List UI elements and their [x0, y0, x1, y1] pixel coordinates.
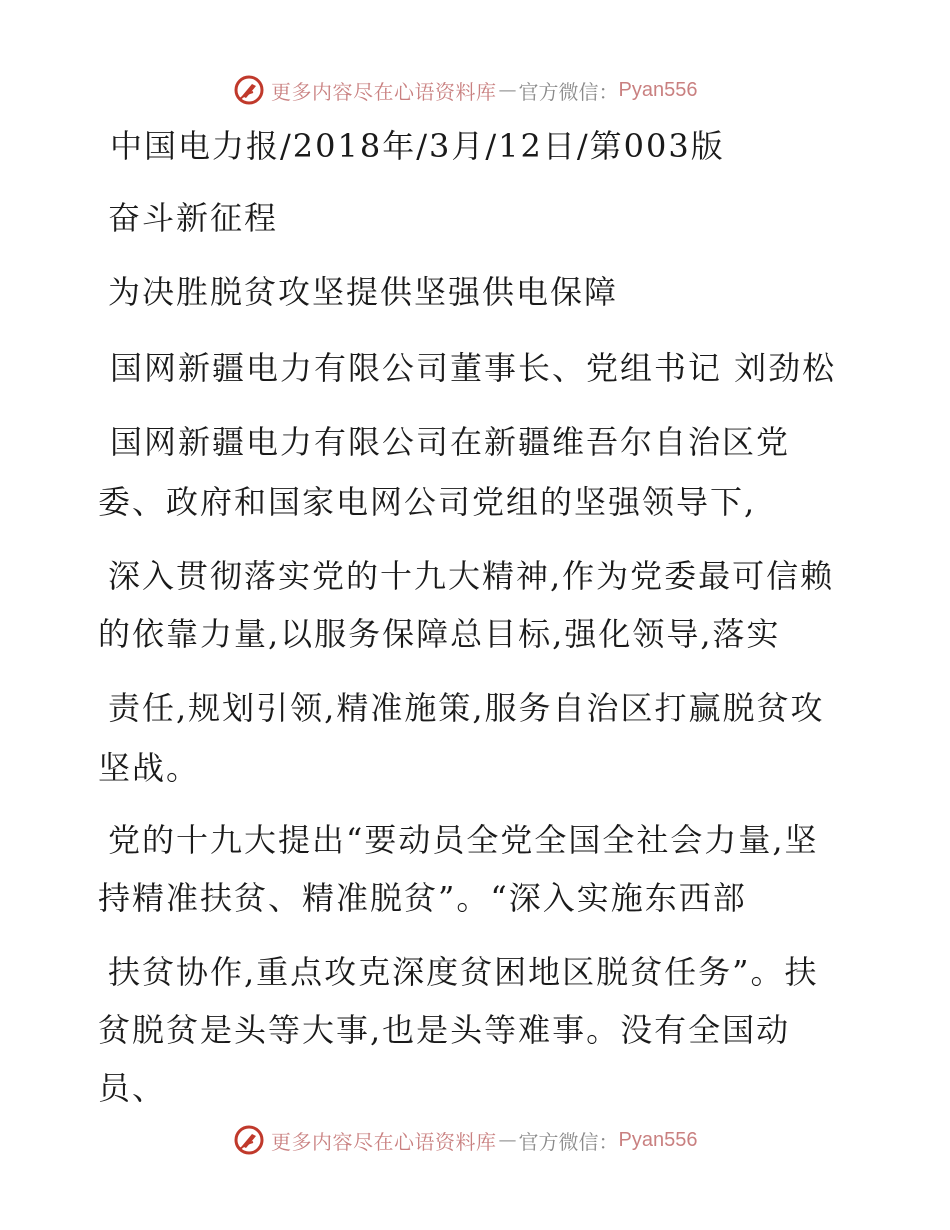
brand-logo-icon: [233, 74, 265, 106]
watermark-brand: 更多内容尽在心语资料库: [271, 79, 497, 104]
paragraph-line: 坚战。: [98, 749, 201, 787]
paragraph-line: 深入贯彻落实党的十九大精神,作为党委最可信赖: [108, 557, 835, 595]
brand-logo-icon: [233, 1124, 265, 1156]
article-headline: 为决胜脱贫攻坚提供坚强供电保障: [108, 273, 619, 311]
watermark-label: 官方微信：: [518, 79, 619, 104]
source-line: 中国电力报/2018年/3月/12日/第003版: [110, 127, 725, 165]
paragraph-line: 党的十九大提出“要动员全党全国全社会力量,坚: [108, 821, 819, 859]
watermark-wechat-id: Pyan556: [618, 1128, 698, 1151]
paragraph-line: 的依靠力量,以服务保障总目标,强化领导,落实: [98, 615, 781, 653]
section-title: 奋斗新征程: [108, 199, 279, 237]
paragraph-line: 责任,规划引领,精准施策,服务自治区打赢脱贫攻: [108, 689, 825, 727]
paragraph-line: 委、政府和国家电网公司党组的坚强领导下,: [98, 483, 757, 521]
paragraph-line: 员、: [98, 1069, 167, 1107]
watermark-dash: —: [498, 79, 517, 101]
watermark-wechat-id: Pyan556: [618, 78, 698, 101]
paragraph-line: 贫脱贫是头等大事,也是头等难事。没有全国动: [98, 1011, 791, 1049]
watermark-brand: 更多内容尽在心语资料库: [271, 1129, 497, 1154]
author-line: 国网新疆电力有限公司董事长、党组书记 刘劲松: [110, 349, 837, 387]
header-watermark: [233, 72, 713, 108]
watermark-dash: —: [498, 1129, 517, 1151]
footer-watermark: [233, 1122, 713, 1158]
paragraph-line: 持精准扶贫、精准脱贫”。“深入实施东西部: [98, 879, 747, 917]
watermark-label: 官方微信：: [518, 1129, 619, 1154]
paragraph-line: 国网新疆电力有限公司在新疆维吾尔自治区党: [110, 423, 791, 461]
paragraph-line: 扶贫协作,重点攻克深度贫困地区脱贫任务”。扶: [108, 953, 819, 991]
